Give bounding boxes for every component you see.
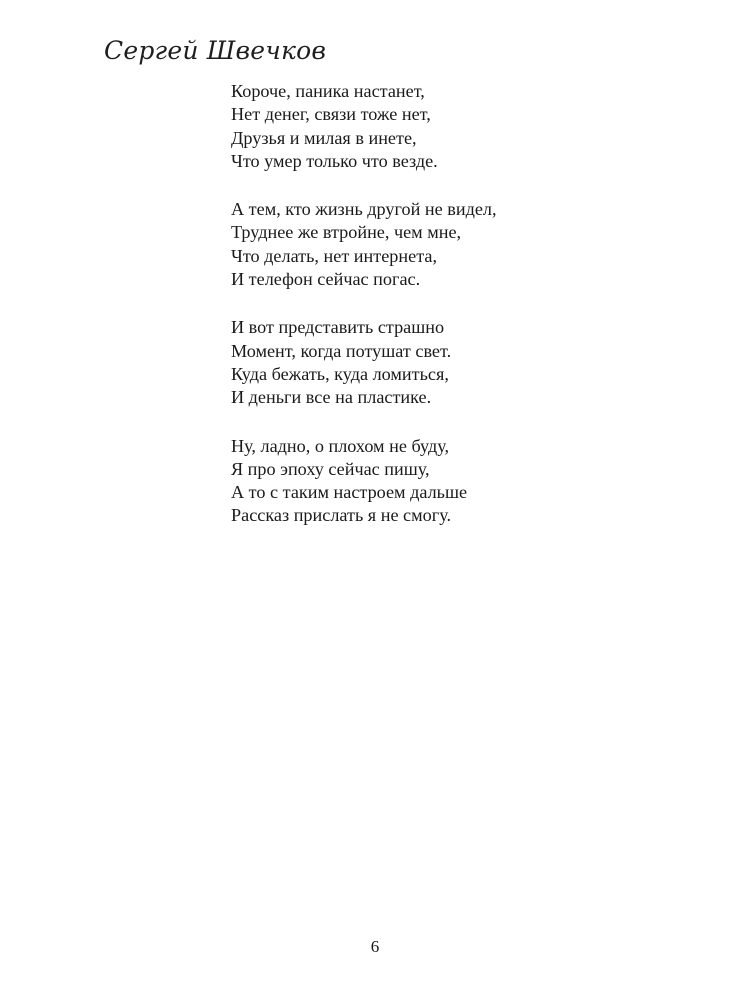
poem-line: А то с таким настроем дальше: [231, 482, 468, 503]
poem-line: И телефон сейчас погас.: [231, 269, 421, 290]
stanza-2: [231, 198, 651, 291]
poem-line: И вот представить страшно: [231, 317, 445, 338]
poem-line: А тем, кто жизнь другой не видел,: [231, 199, 497, 220]
poem-line: Рассказ прислать я не смогу.: [231, 505, 452, 526]
poem-line: Я про эпоху сейчас пишу,: [231, 458, 430, 479]
poem-line: Ну, ладно, о плохом не буду,: [231, 435, 450, 456]
page-number: 6: [370, 937, 380, 956]
poem-line: Что делать, нет интернета,: [231, 245, 437, 266]
poem-line: Нет денег, связи тоже нет,: [231, 104, 431, 125]
poem-line: Друзья и милая в инете,: [231, 127, 417, 148]
stanza-3: [231, 316, 651, 409]
author-name: Сергей Швечков: [104, 36, 327, 65]
poem-line: И деньги все на пластике.: [231, 387, 432, 408]
stanza-1: [231, 80, 651, 173]
stanza-4: [231, 435, 651, 528]
poem-line: Короче, паника настанет,: [231, 81, 425, 101]
poem-line: Что умер только что везде.: [231, 150, 438, 171]
poem-line: Куда бежать, куда ломиться,: [231, 363, 449, 384]
poem: [231, 80, 651, 553]
poem-line: Момент, когда потушат свет.: [231, 340, 452, 361]
poem-line: Труднее же втройне, чем мне,: [231, 222, 462, 243]
